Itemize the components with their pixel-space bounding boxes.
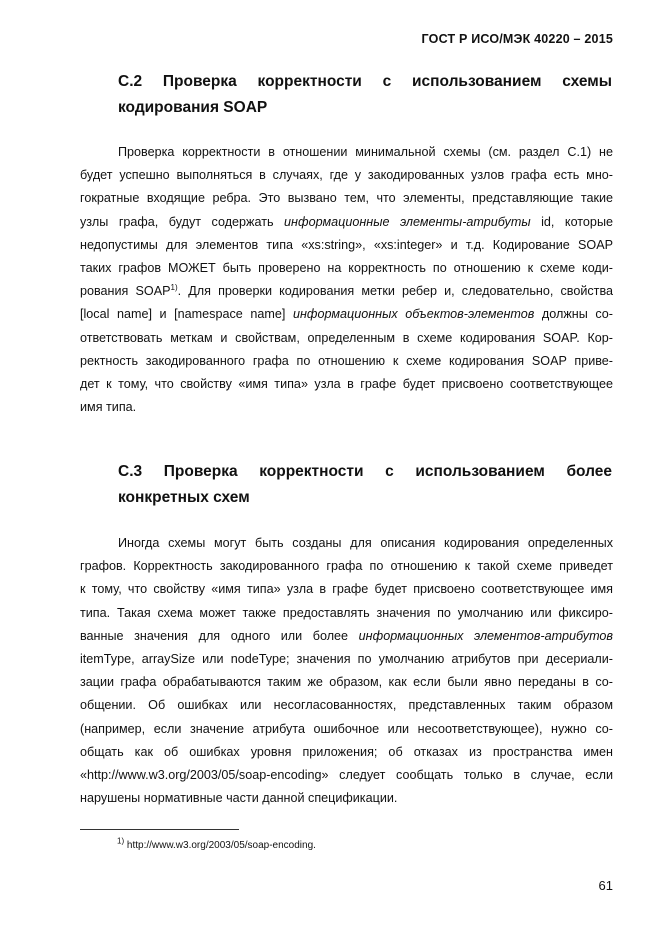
paragraph-line: (например, если значение атрибута ошибочное или несоответствующее), нужно со- [80, 721, 613, 736]
paragraph-line: типа. Такая схема может также предоставлять значения по умолчанию или фиксиро- [80, 605, 613, 620]
text-run: id, которые [530, 214, 613, 229]
text-run: рования SOAP [80, 284, 171, 299]
footnote-divider [80, 829, 239, 830]
text-run: ванные значения для одного или более [80, 628, 359, 643]
paragraph-line: графов. Корректность закодированного графа по отношению к такой схеме приведет [80, 559, 613, 574]
section-c2-title [118, 69, 612, 121]
paragraph-line [80, 280, 613, 303]
paragraph-line: Иногда схемы могут быть созданы для описания кодирования определенных [118, 536, 613, 550]
paragraph-line [80, 211, 613, 234]
paragraph-line: недопустимы для элементов типа «xs:string», «xs:integer» и т.д. Кодирование SOAP [80, 237, 613, 252]
paragraph-line: itemType, arraySize или nodeType; значения по умолчанию атрибутов при десериали- [80, 652, 613, 667]
section-c2-title-line2: кодирования SOAP [118, 99, 268, 116]
section-c3-paragraph [80, 532, 613, 810]
paragraph-line: ответствовать меткам и свойствам, определенным в схеме кодирования SOAP. Кор- [80, 330, 613, 345]
page-header: ГОСТ Р ИСО/МЭК 40220 – 2015 [421, 32, 613, 46]
paragraph-line: имя типа. [80, 400, 137, 415]
section-c3-title-line1: С.3 Проверка корректности с использованием более [118, 463, 612, 480]
section-c3-title [118, 459, 612, 511]
paragraph-line [80, 303, 613, 326]
text-run: должны со- [534, 307, 613, 322]
section-c2-paragraph [80, 141, 613, 419]
paragraph-line: зации графа обрабатываются таким же образом, как если были явно переданы в со- [80, 675, 613, 690]
italic-term: информационных объектов-элементов [292, 307, 535, 322]
paragraph-line: общать как об ошибках уровня приложения; об отказах из пространства имен [80, 744, 613, 759]
paragraph-line: к тому, что свойству «имя типа» узла в графе будет присвоено соответствующее имя [80, 582, 613, 597]
paragraph-line [80, 625, 613, 648]
paragraph-line: ректность закодированного графа по отношению к схеме кодирования SOAP приве- [80, 353, 613, 368]
paragraph-line: нарушены нормативные части данной спецификации. [80, 791, 398, 806]
paragraph-line: таких графов МОЖЕТ быть проверено на корректность по отношению к схеме коди- [80, 261, 613, 276]
footnote-ref: 1) [170, 283, 178, 293]
page-number: 61 [598, 878, 613, 893]
section-c2-title-line1: С.2 Проверка корректности с использованием схемы [118, 73, 612, 90]
footnote-text: http://www.w3.org/2003/05/soap-encoding. [124, 840, 316, 851]
footnote [117, 836, 316, 851]
paragraph-line: «http://www.w3.org/2003/05/soap-encoding» следует сообщать только в случае, если [80, 768, 613, 783]
footnote-marker: 1) [117, 836, 125, 846]
text-run: . Для проверки кодирования метки ребер и, следовательно, свойства [177, 284, 613, 299]
text-run: [local name] и [namespace name] [80, 307, 293, 322]
paragraph-line: Проверка корректности в отношении минимальной схемы (см. раздел С.1) не [118, 145, 613, 159]
section-c3-title-line2: конкретных схем [118, 489, 250, 506]
italic-term: информационные элементы-атрибуты [284, 214, 531, 229]
paragraph-line: общении. Об ошибках или несогласованностях, представленных таким образом [80, 698, 613, 713]
paragraph-line: гократные входящие ребра. Это вызвано тем, что элементы, представляющие такие [80, 191, 613, 206]
paragraph-line: дет к тому, что свойству «имя типа» узла в графе будет присвоено соответствующее [80, 377, 613, 392]
text-run: узлы графа, будут содержать [80, 214, 285, 229]
paragraph-line: будет успешно выполняться в случаях, где у закодированных узлов графа есть мно- [80, 168, 613, 183]
italic-term: информационных элементов-атрибутов [358, 628, 613, 643]
